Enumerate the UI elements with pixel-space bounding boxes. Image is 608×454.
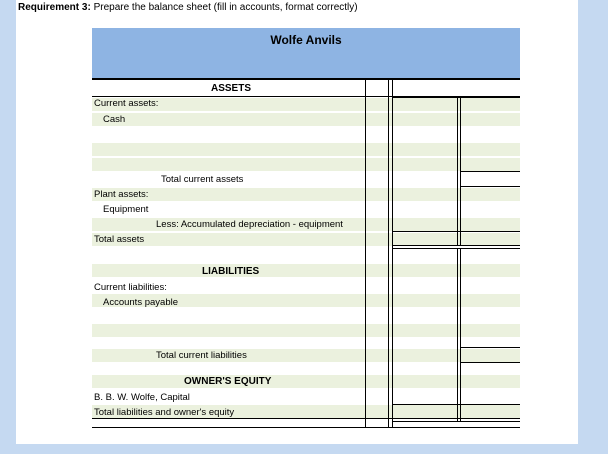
accounts-payable-label: Accounts payable bbox=[103, 297, 178, 308]
input-row[interactable] bbox=[92, 264, 520, 277]
column-divider bbox=[365, 80, 366, 428]
subtotal-rule bbox=[392, 231, 520, 232]
total-assets-label: Total assets bbox=[94, 234, 145, 245]
subtotal-rule bbox=[460, 186, 520, 187]
input-row[interactable] bbox=[92, 188, 520, 201]
cash-label: Cash bbox=[103, 114, 126, 125]
current-assets-label: Current assets: bbox=[94, 98, 159, 109]
requirement-line bbox=[18, 2, 358, 13]
current-liabilities-label: Current liabilities: bbox=[94, 282, 167, 293]
capital-label: B. B. W. Wolfe, Capital bbox=[94, 392, 190, 403]
company-name: Wolfe Anvils bbox=[270, 33, 342, 47]
column-rule bbox=[392, 96, 520, 98]
input-row[interactable] bbox=[92, 158, 520, 171]
equipment-label: Equipment bbox=[103, 204, 149, 215]
total-liabilities-equity-label: Total liabilities and owner's equity bbox=[94, 407, 235, 418]
total-current-liabilities-label: Total current liabilities bbox=[156, 350, 247, 361]
column-divider bbox=[457, 249, 458, 421]
input-row[interactable] bbox=[92, 324, 520, 337]
requirement-label: Requirement 3: bbox=[18, 2, 91, 13]
header-band bbox=[92, 28, 520, 78]
requirement-text: Prepare the balance sheet (fill in accounts, format correctly) bbox=[93, 2, 358, 13]
column-divider bbox=[460, 249, 461, 421]
column-divider bbox=[388, 80, 389, 428]
column-divider bbox=[457, 96, 458, 246]
total-double-rule bbox=[392, 421, 520, 422]
input-row[interactable] bbox=[92, 143, 520, 156]
header-rule bbox=[92, 78, 520, 80]
total-assets-rule bbox=[392, 245, 520, 246]
worksheet bbox=[16, 0, 578, 444]
plant-assets-label: Plant assets: bbox=[94, 189, 149, 200]
subtotal-rule bbox=[392, 404, 520, 405]
subtotal-rule bbox=[460, 347, 520, 348]
accumulated-depreciation-label: Less: Accumulated depreciation - equipment bbox=[156, 219, 343, 230]
subtotal-rule bbox=[460, 171, 520, 172]
column-divider bbox=[460, 96, 461, 246]
equity-heading: OWNER'S EQUITY bbox=[184, 376, 272, 387]
input-row[interactable] bbox=[92, 375, 520, 388]
assets-heading: ASSETS bbox=[211, 83, 252, 94]
total-current-assets-label: Total current assets bbox=[161, 174, 244, 185]
subtotal-rule bbox=[460, 362, 520, 363]
input-row[interactable] bbox=[92, 113, 520, 126]
column-divider bbox=[392, 80, 393, 428]
total-assets-double-rule bbox=[392, 248, 520, 249]
bottom-rule bbox=[92, 427, 520, 428]
liabilities-heading: LIABILITIES bbox=[202, 266, 260, 277]
